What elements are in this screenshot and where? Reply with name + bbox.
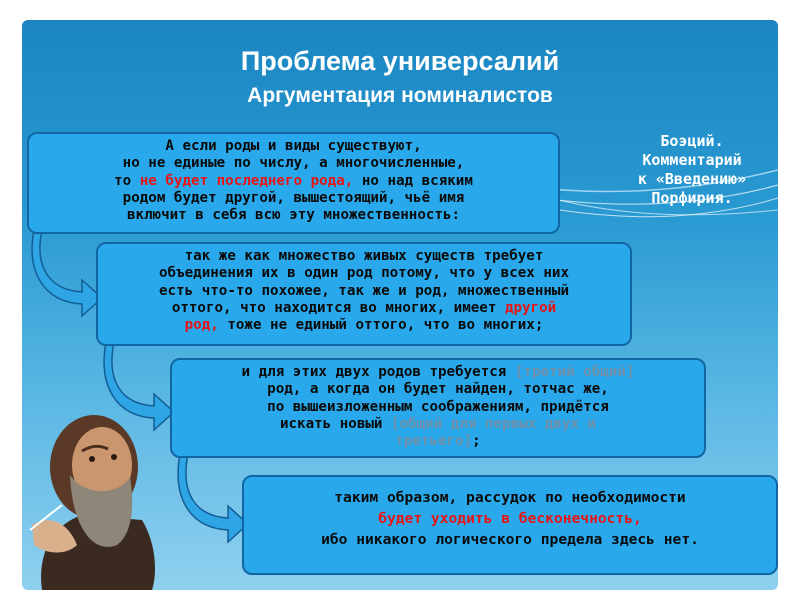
source-line: Комментарий <box>642 151 742 169</box>
text-line: третьего]; <box>395 433 481 450</box>
text-line: искать новый [общий для первых двух и <box>279 415 597 432</box>
argument-box-3 <box>170 358 706 458</box>
bracket-text: [третий общий] <box>514 364 635 380</box>
text-line: ибо никакого логического предела здесь нет. <box>321 531 699 548</box>
source-citation <box>617 132 767 208</box>
text-line: род, а когда он будет найден, тотчас же, <box>267 381 609 398</box>
curved-arrow-icon <box>30 228 105 318</box>
highlight-text: род, <box>184 317 219 334</box>
text-line: есть что-то похожее, так же и род, множественный <box>159 282 569 299</box>
text-line: так же как множество живых существ требует <box>184 248 544 264</box>
text-line: таким образом, рассудок по необходимости <box>334 489 686 506</box>
source-line: Порфирия. <box>651 189 733 207</box>
page-subtitle: Аргументация номиналистов <box>247 84 553 107</box>
source-line: к «Введению» <box>637 170 747 188</box>
text-line: по вышеизложенным соображениям, придётся <box>267 398 609 415</box>
text-line: родом будет другой, вышестоящий, чьё имя <box>122 189 465 206</box>
curved-arrow-icon <box>176 452 251 544</box>
page-title: Проблема универсалий <box>240 46 560 76</box>
argument-box-4 <box>242 475 778 575</box>
bracket-text: [общий для первых двух и <box>391 415 597 432</box>
text-line: объединения их в один род потому, что у всех них <box>159 265 569 282</box>
text-line: оттого, что находится во многих, имеет другой <box>171 299 557 316</box>
bracket-text: третьего] <box>395 433 473 450</box>
text-line: но не единые по числу, а многочисленные, <box>122 155 465 172</box>
highlight-text: другой <box>504 299 557 316</box>
text-line: то не будет последнего рода, но над всяким <box>114 172 473 189</box>
source-line: Боэций. <box>660 132 724 150</box>
highlight-text: не будет последнего рода, <box>139 172 354 189</box>
argument-box-2 <box>96 242 632 346</box>
portrait-illustration <box>22 405 157 590</box>
text-line: и для этих двух родов требуется [третий общий] <box>241 364 635 380</box>
text-line: род, тоже не единый оттого, что во многих; <box>184 317 544 334</box>
text-line: будет уходить в бесконечность, <box>378 510 642 527</box>
text-line: А если роды и виды существуют, <box>165 138 422 154</box>
argument-box-1 <box>27 132 560 234</box>
text-line: включит в себя всю эту множественность: <box>126 207 461 224</box>
